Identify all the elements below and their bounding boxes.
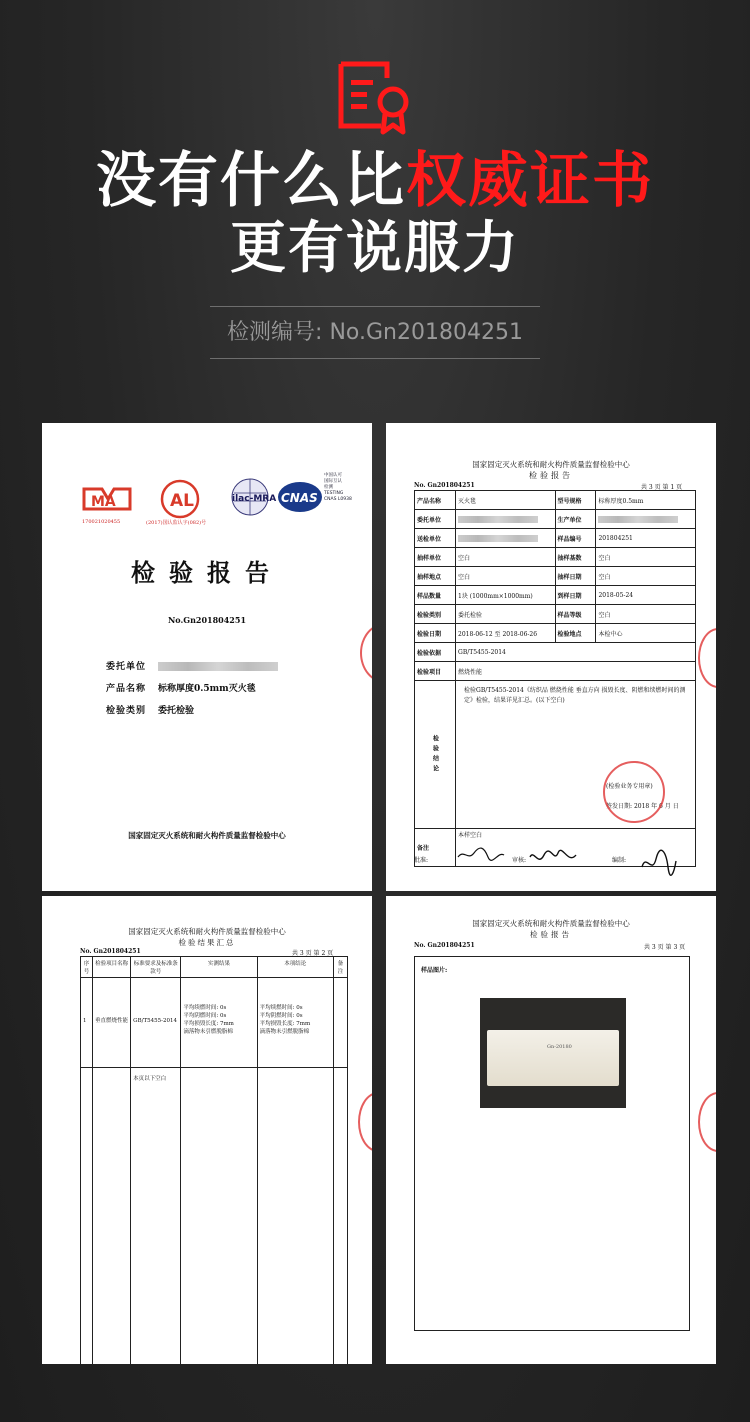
- signature-1: [456, 843, 506, 865]
- review-label: 审核:: [512, 857, 527, 864]
- page-title: 检验报告: [529, 471, 573, 480]
- redacted-value: [458, 535, 538, 542]
- certificate-icon: [335, 60, 415, 136]
- sample-tag: Gn-20180: [547, 1044, 572, 1050]
- report-number: 检测编号: No.Gn201804251: [227, 320, 523, 345]
- results-table: [80, 956, 348, 1364]
- seal-stamp-edge: [698, 628, 716, 688]
- seal-stamp-edge: [358, 1092, 372, 1152]
- report-page-2: [42, 896, 372, 1364]
- ilac-mra-logo-icon: [232, 479, 276, 515]
- divider-top: [210, 306, 540, 307]
- seal-stamp: [360, 623, 372, 683]
- cnas-logo-icon: [278, 482, 322, 512]
- cover-report-no: No.Gn201804251: [167, 615, 247, 625]
- sample-photo: [480, 998, 626, 1108]
- page-title: 检验结果汇总: [178, 938, 236, 947]
- fire-blanket-sample: [487, 1030, 619, 1086]
- report-page-3: [386, 896, 716, 1364]
- headline-line-1: 没有什么比权威证书: [96, 146, 654, 216]
- compile-label: 编制:: [612, 857, 627, 864]
- table-row: 样品数量 1块 (1000mm×1000mm) 到样日期 2018-05-24: [415, 586, 696, 605]
- table-row: 检验类别 委托检验 样品等级 空白: [415, 605, 696, 624]
- table-row: 抽样单位 空白 抽样基数 空白: [415, 548, 696, 567]
- redacted-value: [458, 516, 538, 523]
- seal-stamp-edge: [698, 1092, 716, 1152]
- page-title: 检验报告: [530, 930, 572, 939]
- cnas-text: 中国认可 国际互认 检测 TESTING CNAS L0938: [324, 473, 352, 502]
- table-row: 1 垂直燃烧性能 GB/T5455-2014 平均续燃时间: 0s 平均阴燃时间: 0s 平均损毁长度: 7mm 滴落物未引燃脱脂棉 平均续燃时间: 0s 平均阴燃时间: 0s 平均损毁长度: 7mm 滴落物未引燃脱脂棉: [81, 978, 348, 1068]
- photo-label: 样品图片:: [421, 967, 448, 974]
- redacted-value: [598, 516, 678, 523]
- table-row: 产品名称 灭火毯 型号规格 标称厚度0.5mm: [415, 491, 696, 510]
- signature-2: [528, 847, 578, 869]
- field-product: 产品名称 标称厚度0.5mm灭火毯: [106, 684, 256, 694]
- headline-highlight: 权威证书: [406, 146, 654, 216]
- page-report-no: No. Gn201804251: [414, 482, 475, 489]
- table-row: 检验项目 燃烧性能: [415, 662, 696, 681]
- table-row: 检验依据 GB/T5455-2014: [415, 643, 696, 662]
- svg-text:CNAS: CNAS: [281, 491, 318, 505]
- divider-bottom: [210, 358, 540, 359]
- cal-logo-icon: [162, 481, 198, 517]
- cma-logo-icon: [84, 489, 130, 510]
- signature-3: [638, 847, 678, 877]
- center-name: 国家固定灭火系统和耐火构件质量监督检验中心: [472, 919, 630, 928]
- table-row: 委托单位 生产单位: [415, 510, 696, 529]
- field-category: 检验类别 委托检验: [106, 706, 195, 716]
- cal-code: (2017)国认监认字(082)号: [146, 520, 207, 526]
- table-row: 抽样地点 空白 抽样日期 空白: [415, 567, 696, 586]
- page-report-no: No. Gn201804251: [80, 948, 141, 955]
- cma-code: 170021020455: [82, 519, 121, 525]
- table-row: 检验结论 检验GB/T5455-2014《纺织品 燃烧性能 垂直方向 损毁长度、阴燃和续燃时间的测定》检验，结果详见汇总。(以下空白) (检验业务专用章) 签发日期: 2018 年 6 月 日: [415, 681, 696, 829]
- approve-label: 批准:: [414, 857, 429, 864]
- cover-title: 检验报告: [131, 558, 283, 587]
- page-count: 共 3 页 第 1 页: [641, 484, 683, 491]
- table-row: 检验日期 2018-06-12 至 2018-06-26 检验地点 本检中心: [415, 624, 696, 643]
- table-row: 备注 本样空白: [415, 829, 696, 867]
- redacted-value: [158, 662, 278, 671]
- table-header-row: 序号 检验项目名称 标准要求及标准条款号 实测结果 本项结论 备注: [81, 957, 348, 978]
- headline-line-2: 更有说服力: [230, 216, 520, 281]
- page-count: 共 3 页 第 2 页: [292, 950, 334, 957]
- page-report-no: No. Gn201804251: [414, 942, 475, 949]
- table-row: 送检单位 样品编号 201804251: [415, 529, 696, 548]
- accreditation-logos: [82, 475, 362, 535]
- field-client: 委托单位: [106, 659, 278, 672]
- cover-center-name: 国家固定灭火系统和耐火构件质量监督检验中心: [128, 831, 286, 840]
- svg-text:MA: MA: [91, 494, 116, 510]
- report-cover-page: [42, 423, 372, 891]
- table-row: 本页以下空白: [81, 1068, 348, 1365]
- report-page-1: [386, 423, 716, 891]
- svg-text:AL: AL: [170, 491, 194, 511]
- center-name: 国家固定灭火系统和耐火构件质量监督检验中心: [128, 927, 286, 936]
- center-name: 国家固定灭火系统和耐火构件质量监督检验中心: [472, 460, 630, 469]
- svg-text:ilac-MRA: ilac-MRA: [232, 494, 277, 504]
- red-seal-stamp: [603, 761, 665, 823]
- page-count: 共 3 页 第 3 页: [644, 944, 686, 951]
